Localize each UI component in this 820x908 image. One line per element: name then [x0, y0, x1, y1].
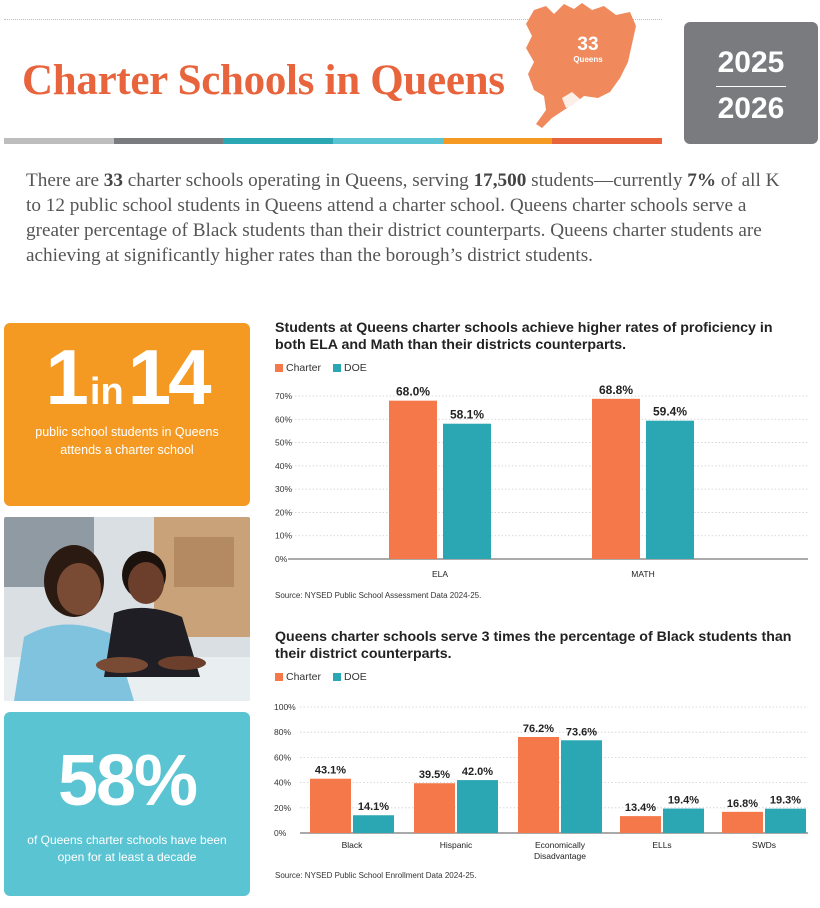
category-label: Black: [341, 840, 363, 850]
chart1-title: Students at Queens charter schools achieve higher rates of proficiency in both ELA and Math than their districts counterparts.: [275, 320, 773, 353]
data-label: 68.8%: [598, 382, 634, 397]
bar-doe: [663, 809, 704, 833]
intro-percent: 7%: [687, 170, 717, 191]
stat-ratio-word: in: [89, 371, 124, 413]
intro-paragraph: [26, 168, 796, 268]
fifty-eight-percent-stat: [4, 712, 250, 896]
color-strip-segment: [333, 138, 443, 144]
y-tick-label: 0%: [274, 828, 287, 838]
map-label: Queens: [573, 55, 603, 64]
intro-text-2: charter schools operating in Queens, serving: [122, 170, 474, 191]
year-top: 2025: [717, 46, 785, 79]
year-bottom: 2026: [717, 92, 785, 125]
data-label: 14.1%: [357, 801, 390, 814]
chart1-source: Source: NYSED Public School Assessment Data 2024-25.: [275, 591, 482, 600]
data-label: 58.1%: [449, 407, 485, 422]
y-tick-label: 60%: [275, 414, 293, 425]
bar-charter: [389, 401, 437, 559]
bar-doe: [457, 780, 498, 833]
chart2-legend-doe: [333, 671, 367, 683]
doe-swatch: [333, 364, 341, 372]
y-tick-label: 10%: [275, 530, 293, 541]
one-in-fourteen-stat: [4, 323, 250, 506]
chart2-title: Queens charter schools serve 3 times the percentage of Black students than their district counterparts.: [275, 629, 792, 662]
category-label: ELA: [431, 569, 449, 579]
y-tick-label: 100%: [274, 702, 296, 712]
intro-school-count: 33: [103, 170, 123, 191]
category-label: Hispanic: [439, 840, 473, 850]
y-tick-label: 50%: [275, 437, 293, 448]
doe-swatch: [333, 673, 341, 681]
data-label: 59.4%: [652, 404, 688, 419]
intro-text-4: of all K to 12 public school students in Queens attend a charter school. Queens charter schools serve a greater percentage of Black students than their district counterparts. Queens charter students are achieving at significantly higher rates than the borough’s district students.: [26, 170, 780, 266]
legend-label: Charter: [286, 671, 322, 683]
bar-charter: [414, 783, 455, 833]
chart1-legend-charter: [275, 362, 321, 374]
data-label: 68.0%: [395, 384, 431, 399]
page-title: Charter Schools in Queens: [22, 57, 505, 104]
data-label: 19.3%: [769, 794, 802, 807]
chart2-enrollment: [268, 694, 816, 866]
chart2-source: Source: NYSED Public School Enrollment Data 2024-25.: [275, 871, 477, 880]
legend-label: Charter: [286, 362, 322, 374]
data-label: 16.8%: [726, 797, 759, 810]
data-label: 42.0%: [461, 766, 494, 779]
y-tick-label: 20%: [274, 802, 292, 813]
legend-label: DOE: [344, 671, 367, 683]
y-tick-label: 70%: [275, 391, 293, 401]
chart1-legend-doe: [333, 362, 367, 374]
bar-charter: [722, 812, 763, 833]
bar-charter: [620, 816, 661, 833]
data-label: 13.4%: [624, 802, 657, 815]
charter-swatch: [275, 364, 283, 372]
chart1-legend: [275, 362, 379, 374]
y-tick-label: 40%: [275, 460, 293, 471]
color-strip-segment: [4, 138, 114, 144]
year-divider: [716, 86, 786, 87]
y-tick-label: 60%: [274, 752, 292, 763]
intro-text-1: There are: [26, 170, 104, 191]
stat-percent-caption: of Queens charter schools have been open for at least a decade: [27, 833, 227, 864]
color-strip-segment: [552, 138, 662, 144]
data-label: 19.4%: [667, 794, 700, 807]
legend-label: DOE: [344, 362, 367, 374]
color-strip-segment: [223, 138, 333, 144]
data-label: 39.5%: [418, 769, 451, 782]
data-label: 76.2%: [522, 722, 555, 735]
charter-swatch: [275, 673, 283, 681]
bar-doe: [646, 421, 694, 559]
category-label: SWDs: [751, 840, 777, 850]
y-tick-label: 20%: [275, 507, 293, 518]
bar-doe: [561, 740, 602, 833]
y-tick-label: 0%: [275, 554, 288, 564]
color-strip-segment: [114, 138, 224, 144]
students-photo: [4, 517, 250, 701]
data-label: 73.6%: [565, 726, 598, 739]
bar-doe: [443, 424, 491, 559]
bar-doe: [765, 809, 806, 833]
bar-charter: [310, 779, 351, 833]
bar-charter: [592, 399, 640, 559]
stat-ratio-caption: public school students in Queens attends a charter school: [35, 425, 219, 457]
chart2-legend-charter: [275, 671, 321, 683]
queens-map-icon: [520, 0, 638, 134]
color-strip-segment: [443, 138, 553, 144]
intro-student-count: 17,500: [473, 170, 527, 191]
school-year-badge: [684, 22, 818, 144]
map-count: 33: [577, 34, 599, 55]
intro-text-3: students—currently: [526, 170, 688, 191]
bar-doe: [353, 815, 394, 833]
stat-ratio-num1: 1: [45, 333, 86, 421]
chart1-proficiency: [268, 380, 816, 585]
category-label: MATH: [631, 569, 655, 579]
category-label: Disadvantage: [534, 851, 586, 861]
y-tick-label: 30%: [275, 484, 293, 495]
data-label: 43.1%: [314, 764, 347, 777]
stat-percent: 58%: [57, 741, 197, 821]
stat-ratio-num2: 14: [127, 333, 209, 421]
category-label: ELLs: [652, 840, 672, 850]
color-strip: [4, 138, 662, 144]
category-label: Economically: [534, 840, 586, 850]
y-tick-label: 80%: [274, 727, 292, 738]
y-tick-label: 40%: [274, 777, 292, 788]
chart2-legend: [275, 671, 379, 683]
bar-charter: [518, 737, 559, 833]
